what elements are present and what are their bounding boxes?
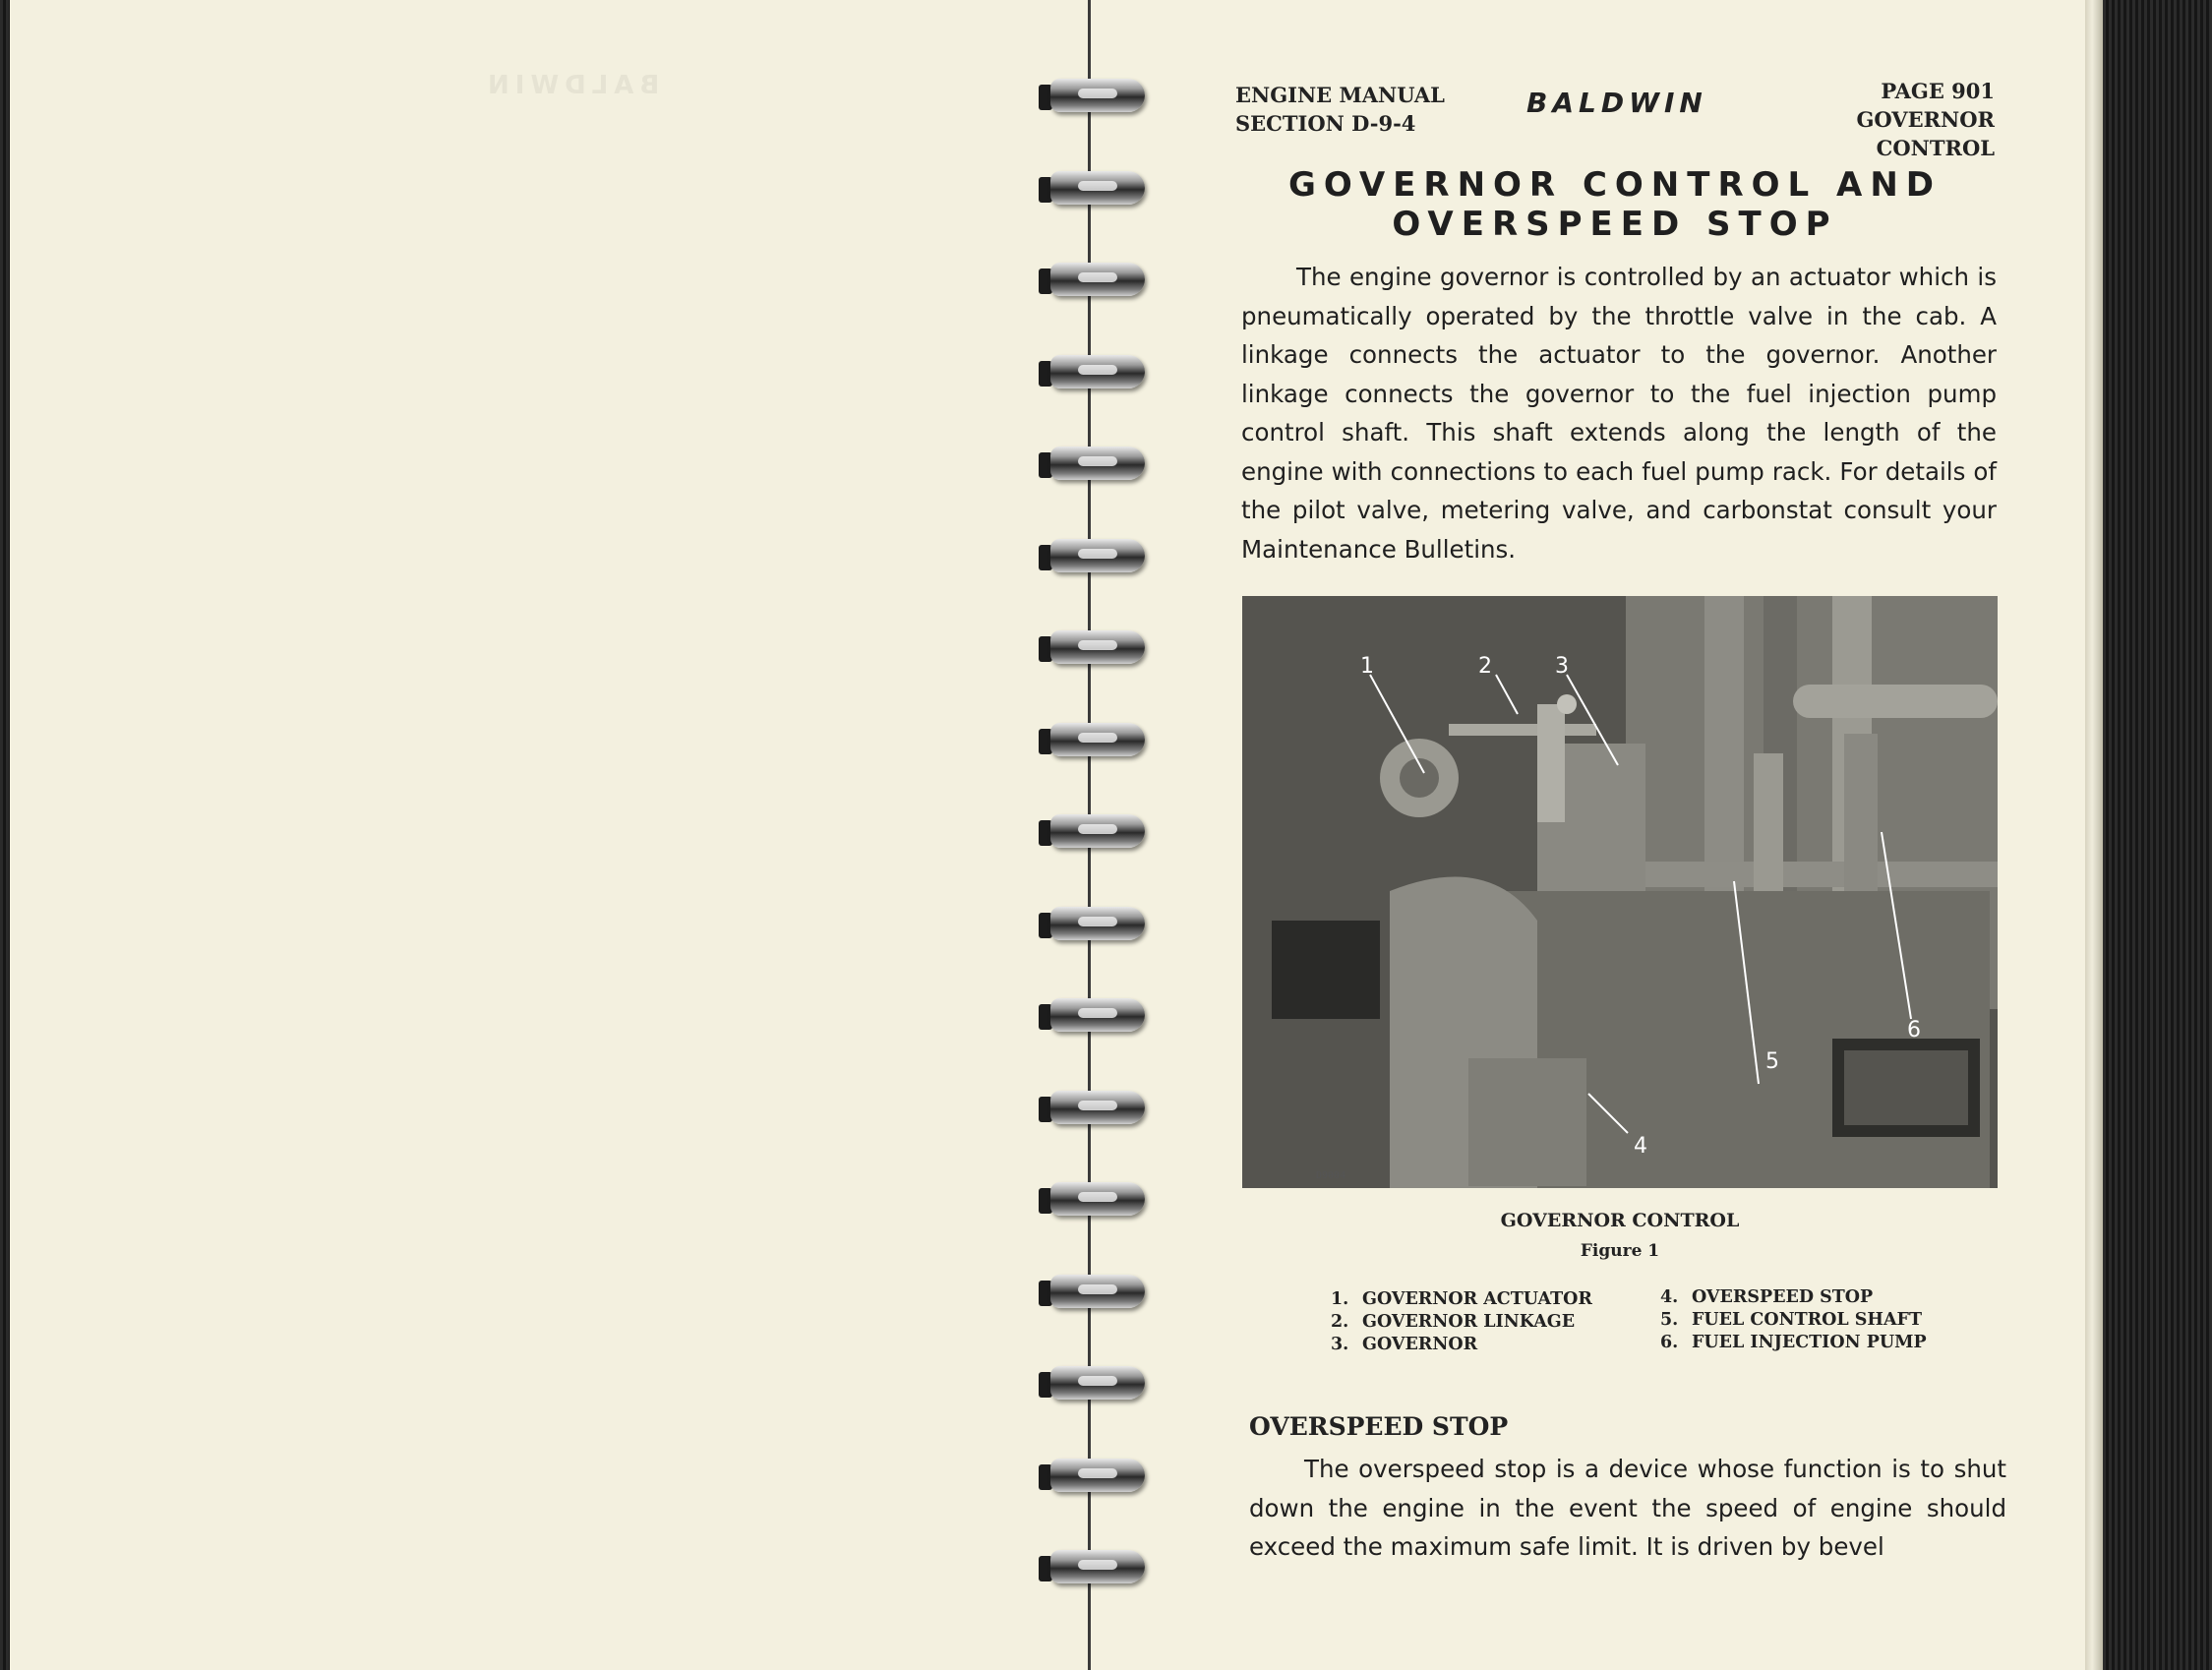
spiral-binding [1033,0,1151,1670]
spiral-coil [1033,719,1151,762]
legend-num: 2. [1331,1312,1349,1332]
spiral-coil [1033,1362,1151,1405]
ghost-show-through-header: BALDWIN [482,71,660,100]
coil-wire [1050,539,1145,572]
spiral-coil [1033,1087,1151,1130]
spiral-coil [1033,167,1151,210]
intro-paragraph: The engine governor is controlled by an actuator which is pneumatically operated by the throttle valve in the cab. A linkage connects the actuator to the governor. Another linkage connects the governor to the fuel injection pump control shaft. This shaft extends along the length of the engine with connections to each fuel pump rack. For details of the pilot valve, metering valve, and carbonstat consult your Maintenance Bulletins. [1241,263,1997,564]
spiral-coil [1033,810,1151,854]
section-heading-overspeed-stop: OVERSPEED STOP [1249,1412,1509,1441]
spiral-coil [1033,903,1151,946]
spiral-coil [1033,443,1151,486]
spiral-coil [1033,351,1151,394]
coil-wire [1050,1091,1145,1124]
spiral-coil [1033,259,1151,302]
coil-wire [1050,1366,1145,1400]
spiral-coil [1033,535,1151,578]
legend-num: 6. [1660,1333,1679,1352]
legend-text: GOVERNOR [1362,1335,1478,1354]
scan-border-left [0,0,10,1670]
legend-num: 5. [1660,1310,1679,1330]
coil-wire [1050,723,1145,756]
spiral-coil [1033,1455,1151,1498]
coil-wire [1050,263,1145,296]
header-topic: GOVERNOR CONTROL [1856,107,1995,160]
legend-text: OVERSPEED STOP [1692,1287,1874,1307]
legend-text: FUEL CONTROL SHAFT [1692,1310,1922,1330]
legend-item [1660,1309,1927,1332]
figure-photo-engine [1242,596,1998,1188]
figure-legend-left [1331,1288,1592,1356]
coil-wire [1050,907,1145,940]
page-stack-edge [2085,0,2103,1670]
legend-num: 4. [1660,1287,1679,1307]
coil-wire [1050,630,1145,664]
header-manual-section [1235,81,1445,138]
callout-6: 6 [1907,1018,1921,1043]
coil-wire [1050,1459,1145,1492]
figure-legend-right [1660,1286,1927,1354]
header-brand: BALDWIN [1526,87,1707,119]
callout-2: 2 [1478,654,1492,679]
callout-4: 4 [1634,1134,1647,1159]
coil-wire [1050,1182,1145,1216]
header-manual: ENGINE MANUAL [1235,83,1445,107]
legend-text: GOVERNOR LINKAGE [1362,1312,1576,1332]
legend-item [1660,1286,1927,1309]
coil-wire [1050,1550,1145,1583]
page-title-line1: GOVERNOR CONTROL AND [1287,165,1943,205]
coil-wire [1050,79,1145,112]
legend-item [1331,1311,1592,1334]
scan-border-right [2103,0,2212,1670]
coil-wire [1050,447,1145,480]
header-section: SECTION D-9-4 [1235,111,1416,136]
legend-text: FUEL INJECTION PUMP [1692,1333,1927,1352]
spiral-coil [1033,626,1151,670]
legend-text: GOVERNOR ACTUATOR [1362,1289,1592,1309]
spiral-coil [1033,1178,1151,1222]
spiral-coil [1033,994,1151,1038]
overspeed-paragraph: The overspeed stop is a device whose function is to shut down the engine in the event the speed of engine should exceed the maximum safe limit. It is driven by bevel [1249,1455,2006,1561]
legend-item [1331,1288,1592,1311]
legend-num: 1. [1331,1289,1349,1309]
header-page: PAGE 901 [1881,79,1995,103]
spiral-coil [1033,1546,1151,1589]
figure-label: Figure 1 [1580,1241,1660,1261]
coil-wire [1050,998,1145,1032]
left-page-blank [10,0,1092,1670]
figure-caption: GOVERNOR CONTROL [1500,1210,1740,1231]
spiral-coil [1033,75,1151,118]
coil-wire [1050,171,1145,205]
callout-3: 3 [1555,654,1569,679]
engine-illustration [1242,596,1998,1188]
page-title-line2: OVERSPEED STOP [1392,205,1838,244]
legend-item [1331,1334,1592,1356]
coil-wire [1050,1275,1145,1308]
header-page-topic [1741,77,1995,162]
coil-wire [1050,355,1145,388]
page-title [1235,165,1995,244]
coil-wire [1050,814,1145,848]
figure-code: D9004 [1316,1170,1346,1181]
spiral-coil [1033,1271,1151,1314]
legend-num: 3. [1331,1335,1349,1354]
callout-1: 1 [1360,654,1374,679]
legend-item [1660,1332,1927,1354]
callout-5: 5 [1765,1049,1779,1074]
